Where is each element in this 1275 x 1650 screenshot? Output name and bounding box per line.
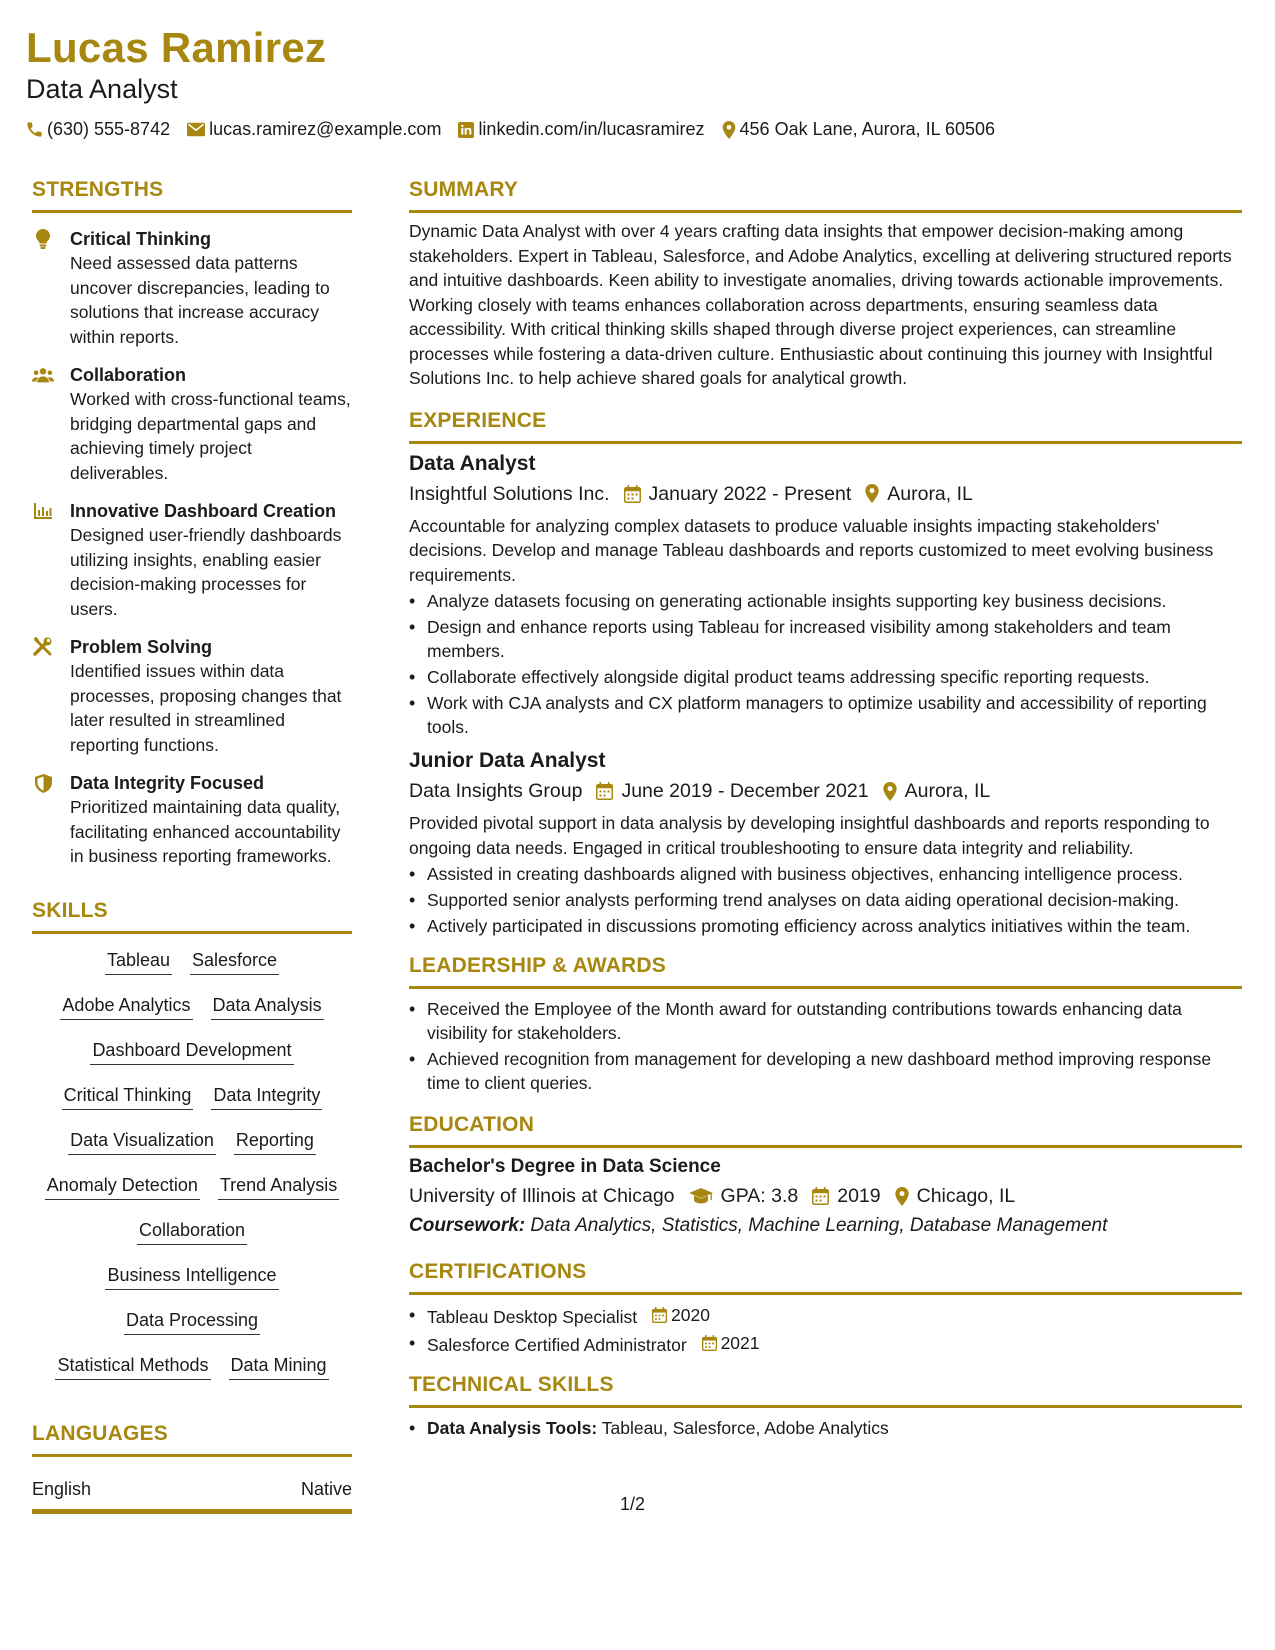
job-bullet: • Assisted in creating dashboards aligned with business objectives, enhancing intelligence process. — [409, 862, 1242, 886]
language-level: Native — [300, 1478, 352, 1499]
technical-skill-item — [409, 1416, 1242, 1440]
phone-text: (630) 555-8742 — [47, 119, 171, 139]
tools-icon — [32, 636, 54, 658]
calendar-icon — [624, 485, 641, 503]
technical-skill-value: Tableau, Salesforce, Adobe Analytics — [601, 1418, 889, 1438]
email-link[interactable]: lucas.ramirez@example.com — [209, 119, 442, 139]
languages-section — [32, 1420, 352, 1514]
calendar-icon — [652, 1307, 667, 1323]
job-bullets — [409, 862, 1242, 938]
envelope-icon — [187, 122, 205, 137]
certification-year: 2021 — [720, 1333, 760, 1353]
coursework-list: Data Analytics, Statistics, Machine Learning, Database Management — [530, 1215, 1108, 1236]
technical-skills-heading: TECHNICAL SKILLS — [409, 1373, 614, 1396]
page-number: 1/2 — [620, 1494, 646, 1514]
strengths-section — [32, 176, 352, 869]
section-divider — [32, 1454, 352, 1457]
certifications-heading: CERTIFICATIONS — [409, 1260, 587, 1283]
section-divider — [409, 210, 1242, 213]
certification-name: Salesforce Certified Administrator — [427, 1335, 687, 1355]
leadership-bullets — [409, 997, 1242, 1095]
graduation-cap-icon — [689, 1188, 713, 1205]
skill-tag: Data Visualization — [68, 1128, 216, 1155]
skill-tag: Data Mining — [229, 1353, 329, 1380]
right-column — [409, 176, 1242, 1442]
calendar-icon — [596, 782, 613, 800]
company-name: Data Insights Group — [409, 780, 583, 802]
degree-title: Bachelor's Degree in Data Science — [409, 1156, 721, 1177]
linkedin-icon — [458, 122, 474, 138]
strength-item — [32, 363, 352, 485]
award-bullet: • Achieved recognition from management for developing a new dashboard method improving response time to client queries. — [409, 1047, 1242, 1095]
job-summary: Accountable for analyzing complex datasets to produce valuable insights impacting stakeholders' decisions. Develop and manage Tableau dashboards and reports customized to meet evolving business requirements. — [409, 515, 1214, 585]
section-divider — [409, 1292, 1242, 1295]
job-title: Data Analyst — [409, 451, 536, 475]
experience-section — [409, 407, 1242, 939]
skill-tag: Data Processing — [124, 1308, 260, 1335]
strength-item — [32, 771, 352, 869]
skill-tag: Data Integrity — [211, 1083, 322, 1110]
skill-row — [32, 944, 352, 989]
job-bullet: • Actively participated in discussions promoting efficiency across analytics initiatives within the team. — [409, 914, 1242, 938]
contact-address — [722, 119, 996, 140]
job-bullet: • Work with CJA analysts and CX platform managers to optimize usability and accessibility of reporting tools. — [409, 691, 1242, 739]
coursework — [409, 1212, 1242, 1240]
skill-tag: Statistical Methods — [55, 1353, 210, 1380]
award-bullet: • Received the Employee of the Month award for outstanding contributions towards enhancing data visibility for stakeholders. — [409, 997, 1242, 1045]
leadership-section — [409, 952, 1242, 1095]
map-pin-icon — [722, 121, 736, 139]
candidate-name: Lucas Ramirez — [26, 24, 327, 71]
contact-phone — [26, 119, 170, 140]
section-divider — [32, 210, 352, 213]
languages-heading: LANGUAGES — [32, 1421, 168, 1445]
technical-skill-label: Data Analysis Tools: — [427, 1418, 598, 1438]
map-pin-icon — [895, 1187, 909, 1206]
address-text: 456 Oak Lane, Aurora, IL 60506 — [739, 119, 996, 139]
certification-name: Tableau Desktop Specialist — [427, 1307, 638, 1327]
experience-heading: EXPERIENCE — [409, 408, 547, 432]
skill-tag: Critical Thinking — [62, 1083, 194, 1110]
contact-bar — [26, 119, 1246, 140]
certification-item — [409, 1303, 1242, 1329]
language-name: English — [32, 1478, 92, 1499]
certification-date — [652, 1303, 710, 1327]
strength-description: Worked with cross-functional teams, bridging departmental gaps and achieving timely project deliverables. — [70, 389, 351, 483]
strength-title: Innovative Dashboard Creation — [70, 501, 337, 521]
job-location: Aurora, IL — [887, 482, 973, 505]
summary-heading: SUMMARY — [409, 178, 519, 201]
strength-item — [32, 635, 352, 757]
job-bullet: • Analyze datasets focusing on generating actionable insights supporting key business decisions. — [409, 589, 1242, 613]
skill-row — [32, 1169, 352, 1214]
certifications-section — [409, 1258, 1242, 1357]
strength-description: Designed user-friendly dashboards utilizing insights, enabling easier decision-making processes for users. — [70, 525, 342, 619]
section-divider — [409, 1145, 1242, 1148]
language-proficiency-bar — [32, 1509, 352, 1514]
strengths-heading: STRENGTHS — [32, 178, 164, 201]
skill-row — [32, 989, 352, 1034]
resume-header — [26, 24, 1246, 140]
bar-chart-icon — [32, 500, 54, 522]
section-divider — [409, 441, 1242, 444]
job-location: Aurora, IL — [904, 780, 991, 802]
contact-email[interactable] — [187, 119, 441, 140]
lightbulb-icon — [32, 228, 54, 250]
contact-linkedin[interactable] — [458, 119, 704, 140]
calendar-icon — [812, 1187, 829, 1205]
summary-section — [409, 176, 1242, 391]
certification-date — [702, 1331, 760, 1355]
job-bullet: • Design and enhance reports using Tableau for increased visibility among stakeholders and team members. — [409, 615, 1242, 663]
job-meta — [409, 480, 1242, 508]
strength-title: Critical Thinking — [70, 229, 212, 249]
job-bullet: • Supported senior analysts performing trend analyses on data aiding operational decision-making. — [409, 888, 1242, 912]
candidate-title: Data Analyst — [26, 74, 178, 104]
strength-title: Data Integrity Focused — [70, 773, 265, 793]
education-meta — [409, 1182, 1242, 1210]
section-divider — [409, 1405, 1242, 1408]
certification-item — [409, 1331, 1242, 1357]
coursework-label: Coursework: — [409, 1215, 526, 1236]
skill-tag: Dashboard Development — [90, 1038, 293, 1065]
leadership-heading: LEADERSHIP & AWARDS — [409, 954, 666, 977]
job-summary: Provided pivotal support in data analysis by developing insightful dashboards and reports responding to ongoing data needs. Engaged in critical troubleshooting to ensure data integrity and reliability. — [409, 813, 1210, 858]
section-divider — [32, 931, 352, 934]
phone-icon — [26, 121, 43, 138]
company-name: Insightful Solutions Inc. — [409, 482, 610, 505]
skill-tag: Business Intelligence — [105, 1263, 278, 1290]
job-bullet: • Collaborate effectively alongside digital product teams addressing specific reporting requests. — [409, 665, 1242, 689]
school-location: Chicago, IL — [916, 1185, 1016, 1207]
school-name: University of Illinois at Chicago — [409, 1185, 675, 1207]
job-dates: January 2022 - Present — [648, 482, 852, 505]
technical-skills-list — [409, 1416, 1242, 1440]
skill-tag: Collaboration — [137, 1218, 247, 1245]
certifications-list — [409, 1303, 1242, 1357]
skill-row — [32, 1304, 352, 1349]
technical-skills-section — [409, 1371, 1242, 1440]
calendar-icon — [702, 1335, 717, 1351]
skill-tag: Trend Analysis — [218, 1173, 339, 1200]
skills-heading: SKILLS — [32, 898, 108, 922]
education-heading: EDUCATION — [409, 1113, 535, 1136]
map-pin-icon — [883, 782, 897, 801]
skills-section — [32, 897, 352, 1394]
strength-item — [32, 499, 352, 621]
strength-description: Need assessed data patterns uncover discrepancies, leading to solutions that increase accuracy within reports. — [70, 253, 330, 347]
job-dates: June 2019 - December 2021 — [621, 780, 869, 802]
skill-tag: Adobe Analytics — [60, 993, 192, 1020]
skill-row — [32, 1124, 352, 1169]
skill-row — [32, 1349, 352, 1394]
strength-description: Prioritized maintaining data quality, facilitating enhanced accountability in business reporting frameworks. — [70, 797, 341, 866]
linkedin-link[interactable]: linkedin.com/in/lucasramirez — [478, 119, 705, 139]
skill-row — [32, 1034, 352, 1079]
skill-tag: Tableau — [105, 948, 172, 975]
shield-icon — [32, 772, 54, 794]
education-section — [409, 1111, 1242, 1240]
gpa-text: GPA: 3.8 — [720, 1185, 799, 1207]
job-meta — [409, 777, 1242, 805]
skill-tag: Salesforce — [190, 948, 279, 975]
map-pin-icon — [865, 484, 879, 503]
language-row — [32, 1477, 352, 1501]
strength-item — [32, 227, 352, 349]
job-entry — [409, 450, 1242, 740]
skill-tag: Data Analysis — [211, 993, 324, 1020]
skill-row — [32, 1079, 352, 1124]
skills-list — [32, 944, 352, 1394]
skill-tag: Anomaly Detection — [45, 1173, 200, 1200]
summary-text: Dynamic Data Analyst with over 4 years crafting data insights that empower decision-making among stakeholders. Expert in Tableau, Salesforce, and Adobe Analytics, excelling at delivering structured reports and intuitive dashboards. Keen ability to investigate anomalies, driving towards actionable improvements. Working closely with teams enhances collaboration across departments, ensuring seamless data accessibility. With critical thinking skills shaped through diverse project experiences, can streamline processes while fostering a data-driven culture. Enthusiastic about continuing this journey with Insightful Solutions Inc. to help achieve shared goals for analytical growth. — [409, 221, 1232, 388]
strength-title: Problem Solving — [70, 637, 213, 657]
strength-description: Identified issues within data processes, proposing changes that later resulted in streamlined reporting functions. — [70, 661, 342, 755]
job-entry — [409, 747, 1242, 938]
strength-title: Collaboration — [70, 365, 186, 385]
job-title: Junior Data Analyst — [409, 749, 606, 772]
skill-row — [32, 1214, 352, 1259]
certification-year: 2020 — [671, 1305, 710, 1325]
skill-row — [32, 1259, 352, 1304]
users-icon — [32, 364, 54, 386]
job-bullets — [409, 589, 1242, 739]
graduation-year: 2019 — [837, 1185, 881, 1207]
skill-tag: Reporting — [234, 1128, 316, 1155]
left-column — [32, 176, 352, 1514]
section-divider — [409, 986, 1242, 989]
